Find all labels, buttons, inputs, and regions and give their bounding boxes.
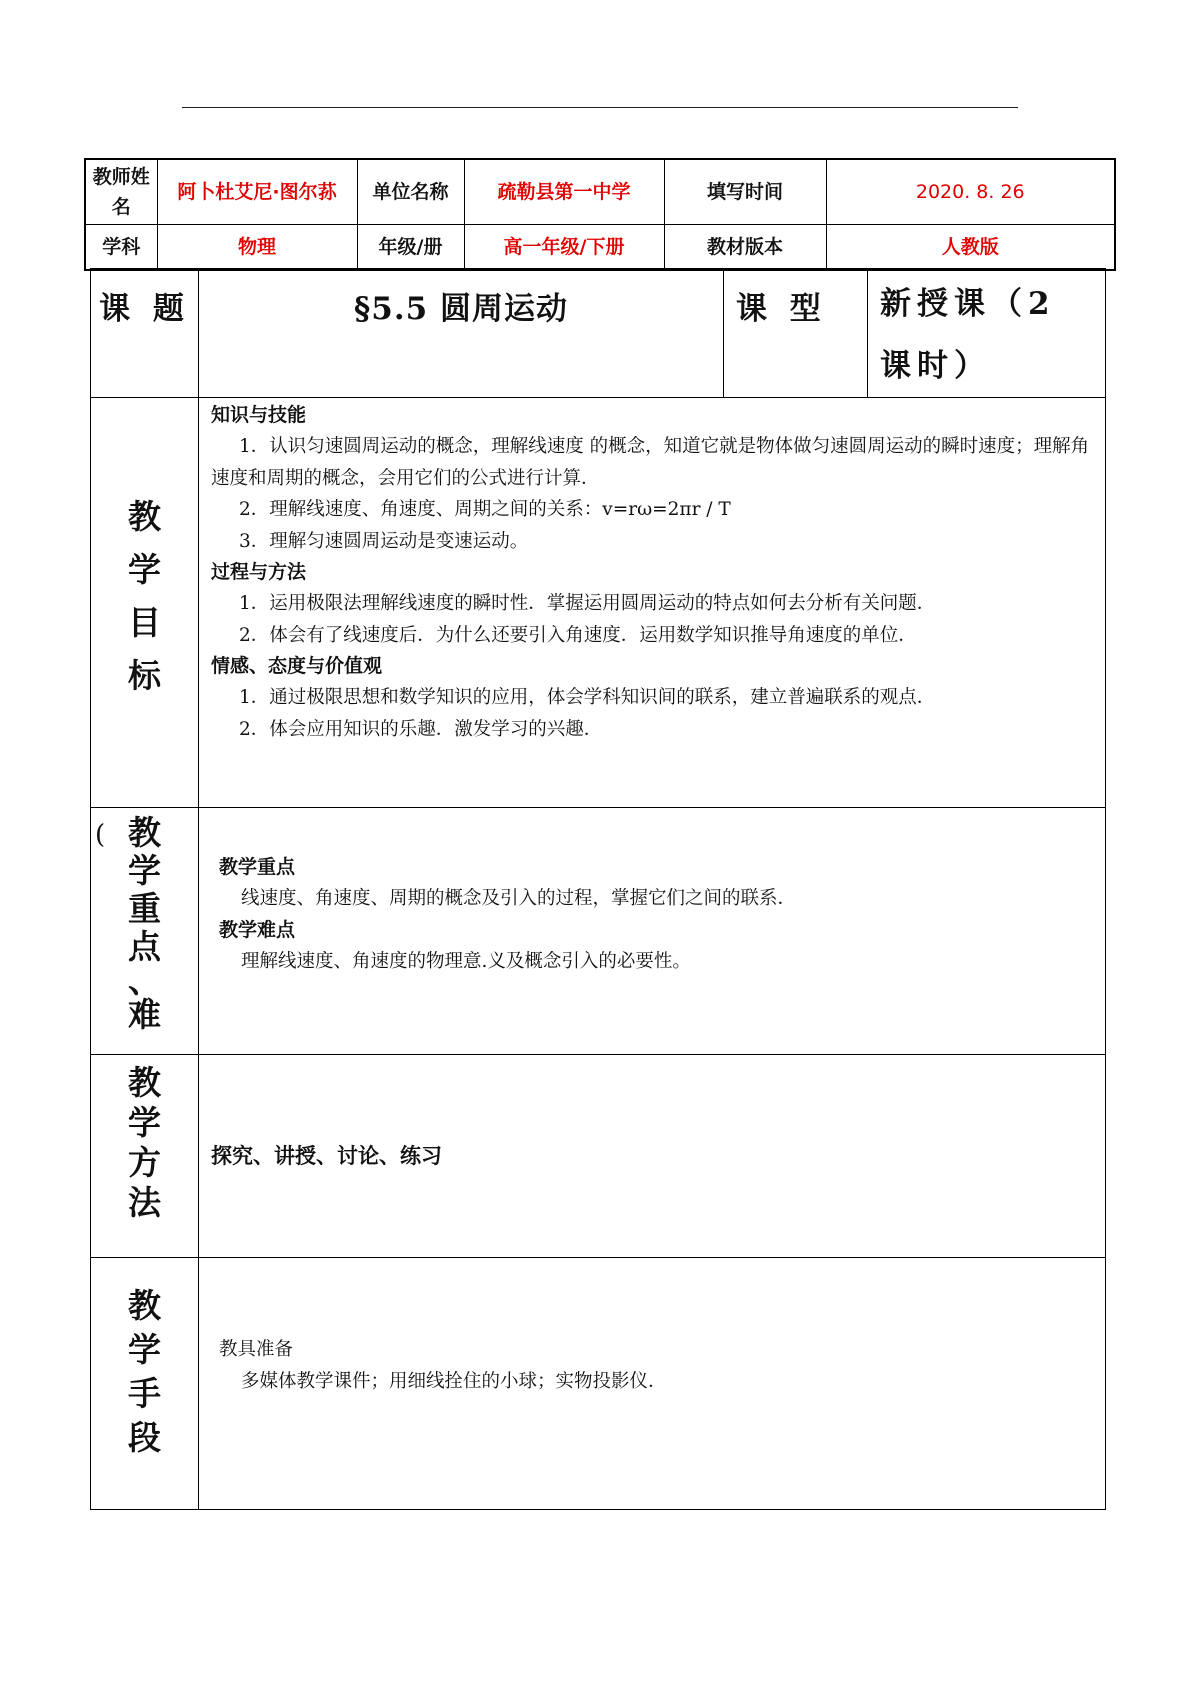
emotion-item-1: 1．通过极限思想和数学知识的应用，体会学科知识间的联系，建立普遍联系的观点．	[239, 687, 936, 708]
subject-label: 学科	[85, 225, 157, 271]
grade-value: 高一年级/下册	[464, 225, 664, 271]
lesson-plan-table	[90, 268, 1106, 1510]
methods-label: 教 学 方 法	[91, 1055, 199, 1258]
teacher-name: 阿卜杜艾尼·图尔荪	[157, 159, 357, 225]
means-heading: 教具准备	[219, 1339, 294, 1360]
means-label: 教 学 手 段	[91, 1258, 199, 1510]
info-table	[84, 158, 1116, 271]
subject-value: 物理	[157, 225, 357, 271]
emotion-heading: 情感、态度与价值观	[211, 655, 383, 677]
knowledge-item-1: 1．认识匀速圆周运动的概念，理解线速度 的概念，知道它就是物体做匀速圆周运动的瞬时速度；理解角速度和周期的概念，会用它们的公式进行计算．	[211, 436, 1090, 489]
means-text: 多媒体教学课件；用细线拴住的小球；实物投影仪．	[241, 1370, 667, 1392]
focus-heading: 教学重点	[219, 856, 296, 878]
grade-label: 年级/册	[357, 225, 464, 271]
keypoints-label: ( 教 学 重 点 、 难	[91, 808, 199, 1055]
keypoints-content	[199, 808, 1106, 1055]
time-label: 填写时间	[664, 159, 826, 225]
type-label: 课 型	[724, 269, 868, 398]
knowledge-item-2: 2．理解线速度、角速度、周期之间的关系：v=rω=2πr / T	[239, 499, 731, 520]
methods-text: 探究、讲授、讨论、练习	[211, 1143, 442, 1168]
unit-value: 疏勒县第一中学	[464, 159, 664, 225]
topic-label: 课 题	[91, 269, 199, 398]
process-heading: 过程与方法	[211, 561, 307, 583]
type-value-cell	[868, 269, 1106, 398]
means-content	[199, 1258, 1106, 1510]
focus-text: 线速度、角速度、周期的概念及引入的过程，掌握它们之间的联系．	[241, 888, 797, 909]
time-value: 2020. 8. 26	[826, 159, 1115, 225]
difficulty-heading: 教学难点	[219, 918, 296, 941]
emotion-item-2: 2．体会应用知识的乐趣．激发学习的兴趣．	[239, 718, 603, 740]
header-rule	[182, 107, 1018, 108]
type-value: 新授课（2 课时）	[880, 286, 1056, 384]
process-item-1: 1．运用极限法理解线速度的瞬时性．掌握运用圆周运动的特点如何去分析有关问题．	[239, 593, 936, 614]
methods-content	[199, 1055, 1106, 1258]
goals-content	[199, 398, 1106, 808]
difficulty-text: 理解线速度、角速度的物理意.义及概念引入的必要性。	[241, 950, 691, 972]
process-item-2: 2．体会有了线速度后．为什么还要引入角速度．运用数学知识推导角速度的单位．	[239, 624, 917, 646]
topic-value: §5.5 圆周运动	[199, 269, 724, 398]
edition-value: 人教版	[826, 225, 1115, 271]
knowledge-heading: 知识与技能	[211, 404, 307, 426]
edition-label: 教材版本	[664, 225, 826, 271]
knowledge-item-3: 3．理解匀速圆周运动是变速运动。	[239, 530, 529, 552]
unit-label: 单位名称	[357, 159, 464, 225]
stray-mark: (	[95, 820, 106, 850]
teacher-label: 教师姓名	[85, 159, 157, 225]
goals-label: 教 学 目 标	[91, 398, 199, 808]
